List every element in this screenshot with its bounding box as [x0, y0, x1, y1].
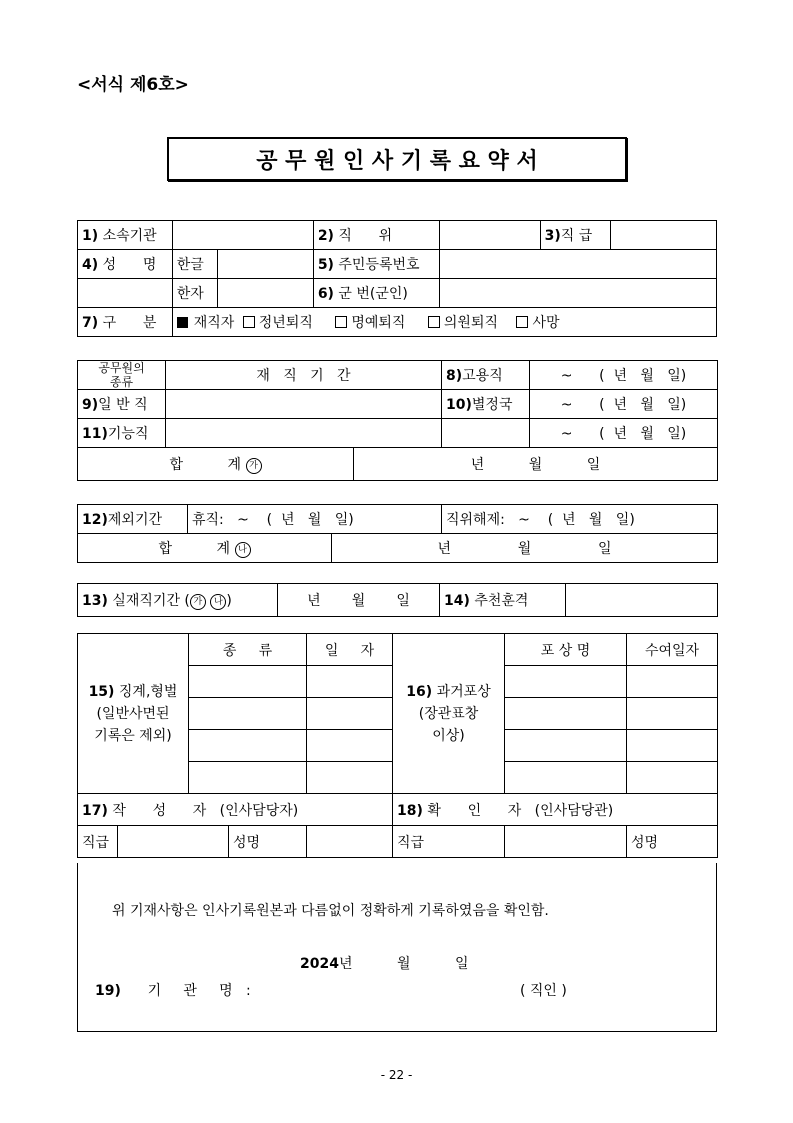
discipline-kind-header: 종 류	[189, 634, 307, 666]
status-option-deceased[interactable]: 사망	[516, 315, 559, 331]
discipline-award-table	[77, 633, 718, 858]
agency-label: 1) 소속기관	[78, 221, 173, 250]
discipline-date-header: 일 자	[307, 634, 393, 666]
award-name-header: 포 상 명	[505, 634, 627, 666]
name-empty-cell	[78, 279, 173, 308]
confirmation-date[interactable]: 2024년 월 일	[300, 956, 469, 972]
tech-empty-cell	[442, 419, 530, 448]
checked-box-icon	[177, 317, 188, 328]
award-name-cell[interactable]	[505, 698, 627, 730]
hanja-name-field[interactable]	[218, 279, 314, 308]
writer-name-label: 성명	[229, 826, 307, 858]
confirmation-box	[77, 863, 717, 1032]
employee-type-header: 공무원의 종류	[78, 361, 166, 390]
award-label: 16) 과거포상 (장관표창 이상)	[393, 634, 505, 794]
award-date-header: 수여일자	[627, 634, 718, 666]
general-label: 9)일 반 직	[78, 390, 166, 419]
award-name-cell[interactable]	[505, 666, 627, 698]
merit-label: 14) 추천훈격	[440, 584, 566, 617]
status-option-honorary[interactable]: 명예퇴직	[335, 315, 405, 331]
employ-range[interactable]: ~ ( 년 월 일)	[530, 361, 718, 390]
special-range[interactable]: ~ ( 년 월 일)	[530, 390, 718, 419]
grade-field[interactable]	[611, 221, 717, 250]
hangul-name-field[interactable]	[218, 250, 314, 279]
leave-range[interactable]: 휴직: ~ ( 년 월 일)	[188, 505, 442, 534]
writer-rank-field[interactable]	[118, 826, 229, 858]
tech-range[interactable]: ~ ( 년 월 일)	[530, 419, 718, 448]
status-options	[172, 308, 716, 337]
document-title	[167, 137, 627, 181]
excluded-total-value[interactable]: 년 월 일	[332, 534, 718, 563]
organization-line: 19) 기 관 명 :	[95, 983, 251, 999]
excluded-period-table	[77, 504, 718, 563]
checkbox-icon	[243, 316, 255, 328]
discipline-kind-cell[interactable]	[189, 698, 307, 730]
service-total-value[interactable]: 년 월 일	[354, 448, 718, 481]
confirmation-statement: 위 기재사항은 인사기록원본과 다름없이 정확하게 기록하였음을 확인함.	[112, 903, 549, 919]
page-number: - 22 -	[380, 1068, 413, 1082]
discipline-kind-cell[interactable]	[189, 666, 307, 698]
service-period-header: 재 직 기 간	[166, 361, 442, 390]
merit-field[interactable]	[566, 584, 718, 617]
rrn-field[interactable]	[439, 250, 716, 279]
name-label: 4) 성 명	[78, 250, 173, 279]
checkbox-icon	[335, 316, 347, 328]
checker-rank-field[interactable]	[505, 826, 627, 858]
award-date-cell[interactable]	[627, 730, 718, 762]
award-name-cell[interactable]	[505, 730, 627, 762]
agency-field[interactable]	[172, 221, 313, 250]
writer-rank-label: 직급	[78, 826, 118, 858]
discipline-label: 15) 징계,형벌 (일반사면된 기록은 제외)	[78, 634, 189, 794]
tech-field[interactable]	[166, 419, 442, 448]
tech-label: 11)기능직	[78, 419, 166, 448]
discipline-kind-cell[interactable]	[189, 730, 307, 762]
military-field[interactable]	[439, 279, 716, 308]
actual-service-value[interactable]: 년 월 일	[278, 584, 440, 617]
basic-info-table	[77, 220, 717, 337]
discipline-date-cell[interactable]	[307, 698, 393, 730]
excluded-total-label: 합 계 나	[78, 534, 332, 563]
writer-name-field[interactable]	[307, 826, 393, 858]
award-date-cell[interactable]	[627, 698, 718, 730]
hanja-label: 한자	[172, 279, 217, 308]
rrn-label: 5) 주민등록번호	[313, 250, 439, 279]
position-label: 2) 직 위	[313, 221, 439, 250]
discipline-date-cell[interactable]	[307, 730, 393, 762]
hangul-label: 한글	[172, 250, 217, 279]
dismiss-range[interactable]: 직위해제: ~ ( 년 월 일)	[442, 505, 718, 534]
status-option-active[interactable]: 재직자	[177, 315, 235, 331]
actual-service-label: 13) 실재직기간 ( 가 나 )	[78, 584, 278, 617]
award-name-cell[interactable]	[505, 762, 627, 794]
award-date-cell[interactable]	[627, 762, 718, 794]
status-option-voluntary[interactable]: 의원퇴직	[428, 315, 498, 331]
writer-label: 17) 작 성 자 (인사담당자)	[78, 794, 393, 826]
discipline-date-cell[interactable]	[307, 762, 393, 794]
service-period-table	[77, 360, 718, 481]
actual-service-table	[77, 583, 718, 617]
status-option-retired[interactable]: 정년퇴직	[243, 315, 313, 331]
checkbox-icon	[428, 316, 440, 328]
service-total-label: 합 계 가	[78, 448, 354, 481]
official-seal-label: ( 직인 )	[520, 983, 567, 999]
checker-rank-label: 직급	[393, 826, 505, 858]
document-title-text: 공 무 원 인 사 기 록 요 약 서	[256, 148, 538, 174]
special-label: 10)별정국	[442, 390, 530, 419]
military-label: 6) 군 번(군인)	[313, 279, 439, 308]
excluded-label: 12)제외기간	[78, 505, 188, 534]
status-label: 7) 구 분	[78, 308, 173, 337]
award-date-cell[interactable]	[627, 666, 718, 698]
position-field[interactable]	[439, 221, 540, 250]
grade-label: 3)직 급	[540, 221, 611, 250]
checker-name-label: 성명	[631, 834, 659, 851]
discipline-kind-cell[interactable]	[189, 762, 307, 794]
discipline-date-cell[interactable]	[307, 666, 393, 698]
checker-label: 18) 확 인 자 (인사담당관)	[393, 794, 718, 826]
checker-name-field[interactable]	[627, 826, 718, 858]
checkbox-icon	[516, 316, 528, 328]
employ-label: 8)고용직	[442, 361, 530, 390]
general-field[interactable]	[166, 390, 442, 419]
form-label: <서식 제6호>	[77, 75, 189, 95]
